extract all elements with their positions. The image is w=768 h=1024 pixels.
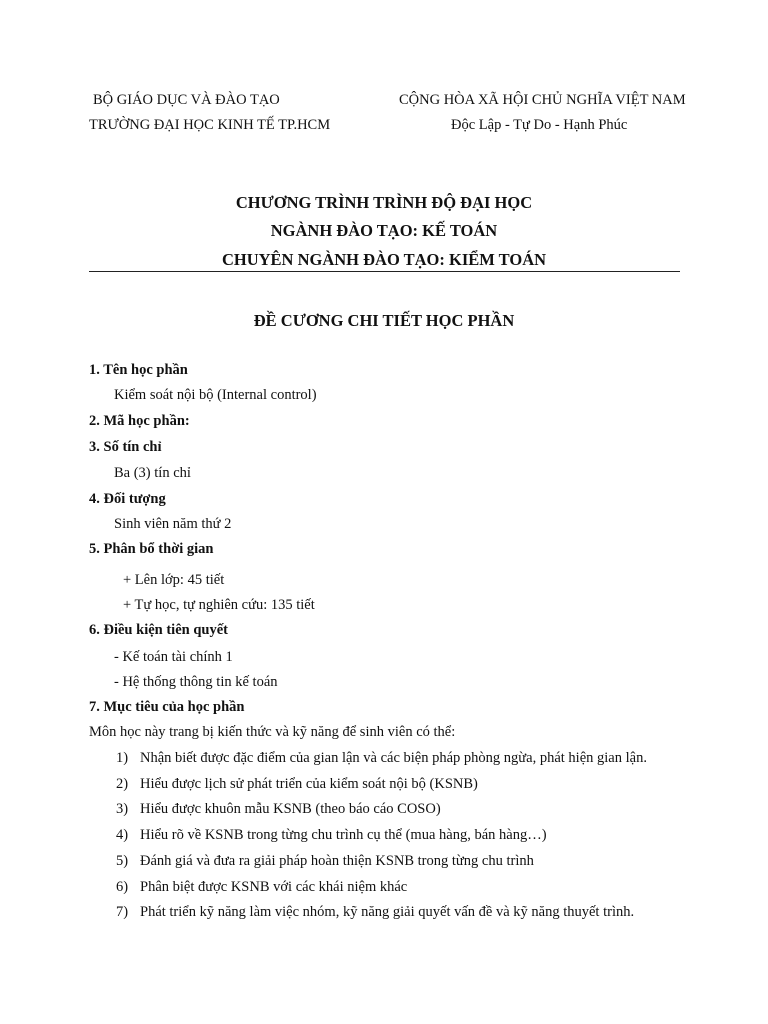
objective-number: 1) <box>116 750 129 766</box>
section-7-heading: 7. Mục tiêu của học phần <box>89 699 245 715</box>
credit-count: Ba (3) tín chỉ <box>114 465 191 481</box>
objectives-intro: Môn học này trang bị kiến thức và kỹ năng để sinh viên có thể: <box>89 724 456 740</box>
course-name: Kiểm soát nội bộ (Internal control) <box>114 387 317 403</box>
objective-number: 5) <box>116 853 129 869</box>
republic-name: CỘNG HÒA XÃ HỘI CHỦ NGHĨA VIỆT NAM <box>399 92 686 108</box>
objective-number: 7) <box>116 904 129 920</box>
objective-text: Hiểu được khuôn mẫu KSNB (theo báo cáo COSO) <box>140 801 441 817</box>
section-2-heading: 2. Mã học phần: <box>89 413 190 429</box>
target-audience: Sinh viên năm thứ 2 <box>114 516 232 532</box>
objective-text: Hiểu được lịch sử phát triển của kiểm soát nội bộ (KSNB) <box>140 776 478 792</box>
section-3-heading: 3. Số tín chỉ <box>89 439 162 455</box>
objective-text: Đánh giá và đưa ra giải pháp hoàn thiện KSNB trong từng chu trình <box>140 853 534 869</box>
title-divider <box>89 271 680 272</box>
section-1-heading: 1. Tên học phần <box>89 362 188 378</box>
program-title: CHƯƠNG TRÌNH TRÌNH ĐỘ ĐẠI HỌC <box>235 193 533 212</box>
document-title: ĐỀ CƯƠNG CHI TIẾT HỌC PHẦN <box>253 311 515 330</box>
class-hours: + Lên lớp: 45 tiết <box>123 572 225 588</box>
national-motto: Độc Lập - Tự Do - Hạnh Phúc <box>451 117 628 133</box>
section-5-heading: 5. Phân bổ thời gian <box>89 541 214 557</box>
objective-text: Hiểu rõ về KSNB trong từng chu trình cụ thể (mua hàng, bán hàng…) <box>140 827 547 843</box>
objective-text: Nhận biết được đặc điểm của gian lận và các biện pháp phòng ngừa, phát hiện gian lận. <box>140 750 647 766</box>
section-6-heading: 6. Điều kiện tiên quyết <box>89 622 228 638</box>
objective-number: 6) <box>116 879 129 895</box>
major-title: NGÀNH ĐÀO TẠO: KẾ TOÁN <box>270 221 498 240</box>
objective-number: 3) <box>116 801 129 817</box>
specialization-title: CHUYÊN NGÀNH ĐÀO TẠO: KIỂM TOÁN <box>221 250 547 269</box>
university-name: TRƯỜNG ĐẠI HỌC KINH TẾ TP.HCM <box>89 117 331 133</box>
prerequisite-2: - Hệ thống thông tin kế toán <box>114 674 278 690</box>
prerequisite-1: - Kế toán tài chính 1 <box>114 649 233 665</box>
self-study-hours: + Tự học, tự nghiên cứu: 135 tiết <box>123 597 315 613</box>
objective-text: Phân biệt được KSNB với các khái niệm khác <box>140 879 408 895</box>
section-4-heading: 4. Đối tượng <box>89 491 166 507</box>
objective-number: 2) <box>116 776 129 792</box>
ministry-name: BỘ GIÁO DỤC VÀ ĐÀO TẠO <box>93 92 280 108</box>
objective-number: 4) <box>116 827 129 843</box>
objective-text: Phát triển kỹ năng làm việc nhóm, kỹ năng giải quyết vấn đề và kỹ năng thuyết trình. <box>140 904 635 920</box>
